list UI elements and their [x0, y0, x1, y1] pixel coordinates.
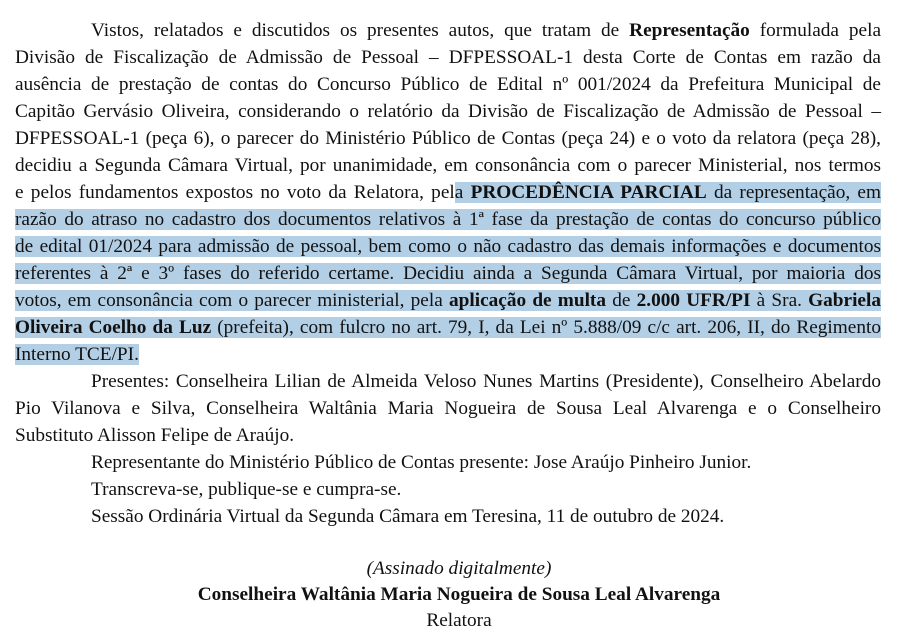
signature-role: Relatora	[426, 610, 492, 631]
presentes-line-2: Pio Vilanova e Silva, Conselheira Waltânia Maria Nogueira de Sousa Leal Alvarenga e o Conselheiro	[15, 398, 881, 419]
paragraph1-line-10	[15, 261, 881, 287]
paragraph1-line-5: DFPESSOAL-1 (peça 6), o parecer do Ministério Público de Contas (peça 24) e o voto da relatora (peça 28),	[15, 128, 881, 149]
highlighted-text: referentes à 2ª e 3º fases do referido certame. Decidiu ainda a Segunda Câmara Virtual, por maioria dos	[15, 263, 881, 284]
highlighted-text: razão do atraso no cadastro dos documentos relativos à 1ª fase da prestação de contas do concurso público	[15, 209, 881, 230]
highlighted-text: Interno TCE/PI.	[15, 344, 139, 365]
highlighted-text: de edital 01/2024 para admissão de pessoal, bem como o não cadastro das demais informações e documentos	[15, 236, 881, 257]
paragraph1-line-13	[15, 342, 881, 368]
text: formulada pela	[759, 20, 881, 41]
presentes-line-3: Substituto Alisson Felipe de Araújo.	[15, 425, 295, 446]
paragraph1-line-8	[15, 207, 881, 233]
paragraph1-line-2: Divisão de Fiscalização de Admissão de Pessoal – DFPESSOAL-1 desta Corte de Contas em razão da	[15, 47, 881, 68]
signature-name: Conselheira Waltânia Maria Nogueira de Sousa Leal Alvarenga	[197, 584, 721, 605]
highlighted-text: votos, em consonância com o parecer ministerial, pela aplicação de multa de 2.000 UFR/PI à Sra. Gabriela	[15, 290, 881, 311]
highlighted-text: Oliveira Coelho da Luz (prefeita), com fulcro no art. 79, I, da Lei nº 5.888/09 c/c art. 206, II, do Regimento	[15, 317, 881, 338]
representante-line: Representante do Ministério Público de Contas presente: Jose Araújo Pinheiro Junior.	[91, 452, 752, 473]
paragraph1-line-3: ausência de prestação de contas do Concurso Público de Edital nº 001/2024 da Prefeitura Municipal de	[15, 74, 881, 95]
paragraph1-line-12	[15, 315, 881, 341]
paragraph1-line-7	[15, 180, 881, 206]
text: Vistos, relatados e discutidos os presentes autos, que tratam de	[91, 20, 620, 41]
transcreva-line: Transcreva-se, publique-se e cumpra-se.	[91, 479, 402, 500]
paragraph1-line-11	[15, 288, 881, 314]
paragraph1-line-9	[15, 234, 881, 260]
bold-text: Representação	[629, 20, 750, 41]
paragraph1-line-1	[91, 18, 881, 44]
signature-note: (Assinado digitalmente)	[366, 558, 552, 579]
highlighted-text: a PROCEDÊNCIA PARCIAL da representação, em	[454, 182, 881, 203]
paragraph1-line-6: decidiu a Segunda Câmara Virtual, por unanimidade, em consonância com o parecer Ministerial, nos termos	[15, 155, 881, 176]
sessao-line: Sessão Ordinária Virtual da Segunda Câmara em Teresina, 11 de outubro de 2024.	[91, 506, 725, 527]
paragraph1-line-4: Capitão Gervásio Oliveira, considerando o relatório da Divisão de Fiscalização de Admissão de Pessoal –	[15, 101, 881, 122]
text: e pelos fundamentos expostos no voto da Relatora, pel	[15, 182, 455, 203]
presentes-line-1: Presentes: Conselheira Lilian de Almeida Veloso Nunes Martins (Presidente), Conselheiro Abelardo	[91, 371, 881, 392]
